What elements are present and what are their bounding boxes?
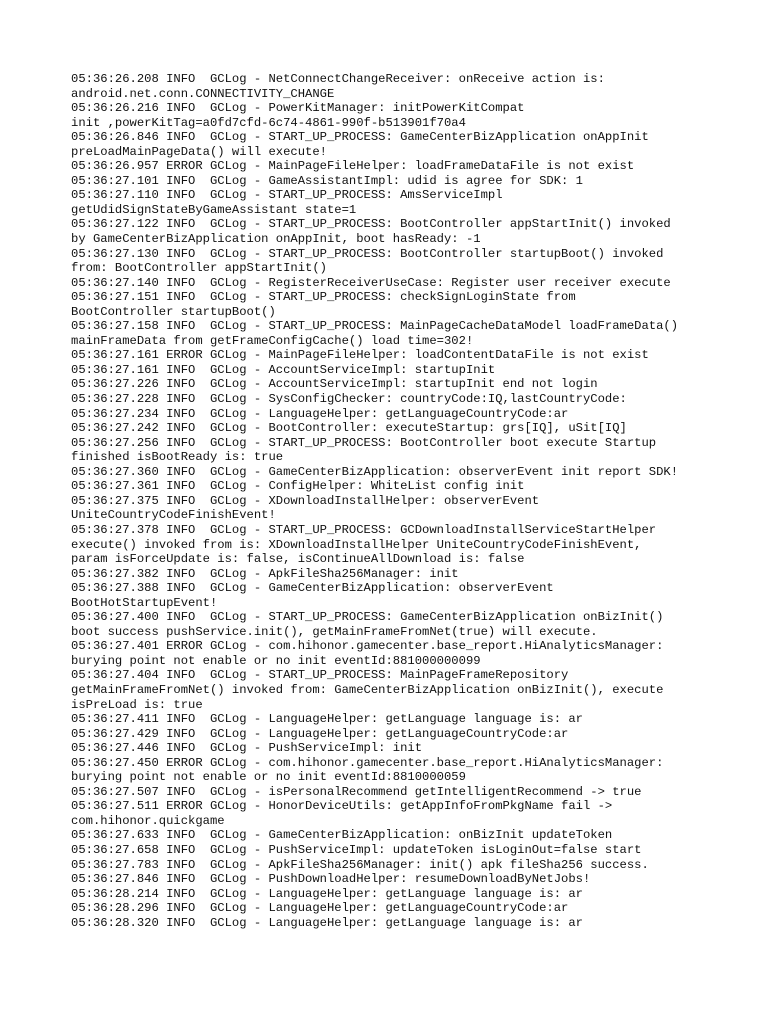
log-line: 05:36:27.158 INFO GCLog - START_UP_PROCESS: MainPageCacheDataModel loadFrameData() [71, 319, 679, 334]
log-line: 05:36:27.226 INFO GCLog - AccountServiceImpl: startupInit end not login [71, 377, 598, 392]
log-line: burying point not enable or no init eventId:881000000099 [71, 653, 481, 668]
log-line: android.net.conn.CONNECTIVITY_CHANGE [71, 86, 335, 101]
log-line: 05:36:27.234 INFO GCLog - LanguageHelper: getLanguageCountryCode:ar [71, 406, 569, 421]
log-line: init ,powerKitTag=a0fd7cfd-6c74-4861-990f-b513901f70a4 [71, 115, 466, 130]
log-line: getUdidSignStateByGameAssistant state=1 [71, 202, 357, 217]
log-text-block [71, 72, 711, 930]
log-line: 05:36:27.110 INFO GCLog - START_UP_PROCESS: AmsServiceImpl [71, 188, 503, 203]
log-line: param isForceUpdate is: false, isContinueAllDownload is: false [71, 552, 525, 567]
log-line: by GameCenterBizApplication onAppInit, boot hasReady: -1 [71, 232, 481, 247]
log-line: preLoadMainPageData() will execute! [71, 144, 327, 159]
log-line: boot success pushService.init(), getMainFrameFromNet(true) will execute. [71, 624, 598, 639]
log-line: 05:36:27.242 INFO GCLog - BootController: executeStartup: grs[IQ], uSit[IQ] [71, 421, 627, 436]
log-line: 05:36:27.151 INFO GCLog - START_UP_PROCESS: checkSignLoginState from [71, 290, 576, 305]
log-line: 05:36:27.122 INFO GCLog - START_UP_PROCESS: BootController appStartInit() invoked [71, 217, 671, 232]
log-line: burying point not enable or no init eventId:8810000059 [71, 770, 466, 785]
log-line: com.hihonor.quickgame [71, 813, 225, 828]
log-line: 05:36:27.161 ERROR GCLog - MainPageFileHelper: loadContentDataFile is not exist [71, 348, 649, 363]
log-line: getMainFrameFromNet() invoked from: GameCenterBizApplication onBizInit(), execute [71, 682, 664, 697]
log-line: 05:36:27.411 INFO GCLog - LanguageHelper: getLanguage language is: ar [71, 712, 583, 727]
log-line: from: BootController appStartInit() [71, 261, 327, 276]
log-document [71, 72, 711, 930]
log-line: 05:36:27.361 INFO GCLog - ConfigHelper: WhiteList config init [71, 479, 525, 494]
log-line: 05:36:27.404 INFO GCLog - START_UP_PROCESS: MainPageFrameRepository [71, 668, 569, 683]
log-line: 05:36:28.296 INFO GCLog - LanguageHelper: getLanguageCountryCode:ar [71, 901, 569, 916]
log-line: 05:36:27.256 INFO GCLog - START_UP_PROCESS: BootController boot execute Startup [71, 435, 657, 450]
log-line: UniteCountryCodeFinishEvent! [71, 508, 276, 523]
log-line: 05:36:27.633 INFO GCLog - GameCenterBizApplication: onBizInit updateToken [71, 828, 613, 843]
log-line: execute() invoked from is: XDownloadInstallHelper UniteCountryCodeFinishEvent, [71, 537, 642, 552]
log-line: 05:36:27.360 INFO GCLog - GameCenterBizApplication: observerEvent init report SDK! [71, 464, 679, 479]
log-line: isPreLoad is: true [71, 697, 203, 712]
log-line: 05:36:26.216 INFO GCLog - PowerKitManager: initPowerKitCompat [71, 101, 525, 116]
log-line: 05:36:27.401 ERROR GCLog - com.hihonor.gamecenter.base_report.HiAnalyticsManager: [71, 639, 664, 654]
log-line: finished isBootReady is: true [71, 450, 284, 465]
log-line: 05:36:27.140 INFO GCLog - RegisterReceiverUseCase: Register user receiver execute [71, 275, 671, 290]
log-line: 05:36:27.228 INFO GCLog - SysConfigChecker: countryCode:IQ,lastCountryCode: [71, 392, 627, 407]
log-line: 05:36:27.507 INFO GCLog - isPersonalRecommend getIntelligentRecommend -> true [71, 784, 642, 799]
log-line: 05:36:27.101 INFO GCLog - GameAssistantImpl: udid is agree for SDK: 1 [71, 173, 583, 188]
log-line: 05:36:27.429 INFO GCLog - LanguageHelper: getLanguageCountryCode:ar [71, 726, 569, 741]
log-line: 05:36:26.957 ERROR GCLog - MainPageFileHelper: loadFrameDataFile is not exist [71, 159, 635, 174]
log-line: mainFrameData from getFrameConfigCache() load time=302! [71, 333, 474, 348]
log-line: 05:36:27.388 INFO GCLog - GameCenterBizApplication: observerEvent [71, 581, 554, 596]
log-line: 05:36:27.400 INFO GCLog - START_UP_PROCESS: GameCenterBizApplication onBizInit() [71, 610, 664, 625]
log-line: 05:36:27.375 INFO GCLog - XDownloadInstallHelper: observerEvent [71, 493, 540, 508]
log-line: 05:36:27.511 ERROR GCLog - HonorDeviceUtils: getAppInfoFromPkgName fail -> [71, 799, 613, 814]
log-line: BootHotStartupEvent! [71, 595, 218, 610]
log-line: 05:36:27.846 INFO GCLog - PushDownloadHelper: resumeDownloadByNetJobs! [71, 872, 591, 887]
log-line: 05:36:27.378 INFO GCLog - START_UP_PROCESS: GCDownloadInstallServiceStartHelper [71, 522, 657, 537]
log-line: 05:36:27.658 INFO GCLog - PushServiceImpl: updateToken isLoginOut=false start [71, 842, 642, 857]
log-line: 05:36:28.320 INFO GCLog - LanguageHelper: getLanguage language is: ar [71, 915, 583, 930]
log-line: 05:36:27.161 INFO GCLog - AccountServiceImpl: startupInit [71, 362, 496, 377]
log-line: 05:36:27.783 INFO GCLog - ApkFileSha256Manager: init() apk fileSha256 success. [71, 857, 649, 872]
log-line: 05:36:26.846 INFO GCLog - START_UP_PROCESS: GameCenterBizApplication onAppInit [71, 130, 649, 145]
log-line: 05:36:26.208 INFO GCLog - NetConnectChangeReceiver: onReceive action is: [71, 72, 605, 86]
log-line: 05:36:27.130 INFO GCLog - START_UP_PROCESS: BootController startupBoot() invoked [71, 246, 664, 261]
log-line: 05:36:27.382 INFO GCLog - ApkFileSha256Manager: init [71, 566, 459, 581]
log-line: 05:36:27.446 INFO GCLog - PushServiceImpl: init [71, 741, 423, 756]
log-line: 05:36:28.214 INFO GCLog - LanguageHelper: getLanguage language is: ar [71, 886, 583, 901]
log-line: BootController startupBoot() [71, 304, 276, 319]
log-line: 05:36:27.450 ERROR GCLog - com.hihonor.gamecenter.base_report.HiAnalyticsManager: [71, 755, 664, 770]
